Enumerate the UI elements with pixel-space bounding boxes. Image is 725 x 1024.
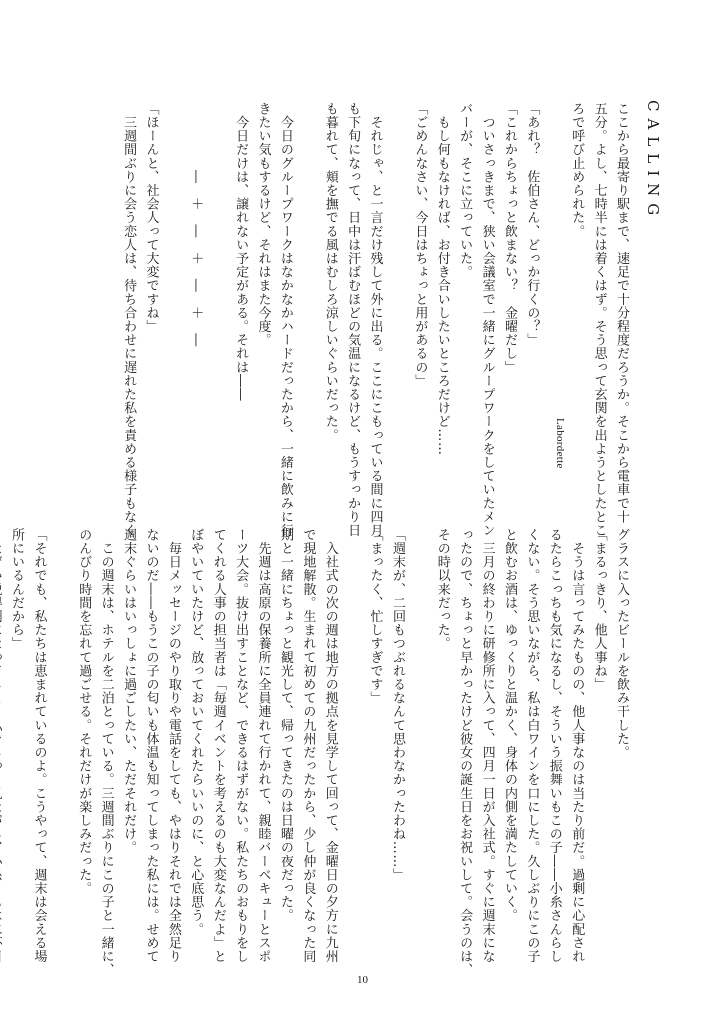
text-line xyxy=(161,102,183,502)
text-line: ― ＋ ― ＋ ― ＋ ― xyxy=(188,102,204,347)
text-line: 入社式の次の週は地方の拠点を見学して回って、金曜日の夕方に九州 xyxy=(322,528,338,964)
text-line: 「ほーんと、社会人って大変ですね」 xyxy=(143,102,159,334)
text-line xyxy=(206,102,228,502)
text-line: 先週は高原の保養所に全員連れて行かれて、親睦バーベキューとスポ xyxy=(255,528,271,964)
text-line: ないのだ――もうこの子の匂いも体温も知ってしまった私には。せめて xyxy=(143,528,159,964)
text-line: この週末は、ホテルを二泊とっている。三週間ぶりにこの子と一緒に、 xyxy=(98,528,114,977)
text-line: それじゃ、と一言だけ残して外に出る。ここにこもっている間に四月 xyxy=(367,102,383,538)
text-line: 今日だけは、譲れない予定がある。それは―― xyxy=(233,102,249,402)
text-line: ついさっきまで、狭い会議室で一緒にグループワークをしていたメン xyxy=(479,102,495,538)
text-line: 「まったく、忙しすぎです」 xyxy=(367,528,383,705)
upper-text-block xyxy=(117,102,632,538)
lower-text-block xyxy=(0,528,632,977)
text-line: 三週間ぶりに会う恋人は、待ち合わせに遅れた私を責める様子もなく xyxy=(121,102,137,538)
text-line: ここから最寄り駅まで、速足で十分程度だろうか。そこから電車で十 xyxy=(614,102,629,524)
text-line: も下旬になって、日中は汗ばむほどの気温になるけど、もうすっかり日 xyxy=(345,102,361,538)
text-line: てくれる人事の担当者は「毎週イベントを考えるのも大変なんだよ」と xyxy=(210,528,226,964)
text-line: と飲むお酒は、ゆっくりと温かく、身体の内側を満たしていく。 xyxy=(501,528,517,923)
text-line: 三月の終わりに研修所に入って、四月一日が入社式。すぐに週末にな xyxy=(479,528,495,964)
text-line: 「ごめんなさい、今日はちょっと用があるの」 xyxy=(412,102,428,388)
text-line xyxy=(296,102,318,502)
text-line: 「あれ？ 佐伯さん、どっか行くの？」 xyxy=(524,102,540,347)
text-line: そうは言ってみたものの、他人事なのは当たり前だ。過剰に心配され xyxy=(569,528,585,964)
text-line: くない。そう思いながら、私は白ワインを口にした。久しぶりにこの子 xyxy=(524,528,540,964)
text-line: ーツ大会。抜け出すことなど、できるはずがない。私たちのおもりをし xyxy=(233,528,249,964)
page-number: 10 xyxy=(357,974,368,986)
story-title: CALLING xyxy=(644,100,662,223)
text-line xyxy=(0,528,5,938)
text-line: もし何もなければ、お付き合いしたいところだけど…… xyxy=(434,102,450,456)
text-line: ろで呼び止められた。 xyxy=(569,102,585,238)
text-line: きたい気もするけど、それはまた今度。 xyxy=(255,102,271,347)
text-line: 今日のグループワークはなかなかハードだったから、一緒に飲みに行 xyxy=(277,102,293,538)
text-line: のんびり時間を忘れて過ごせる。それだけが楽しみだった。 xyxy=(76,528,92,896)
text-line xyxy=(49,528,71,938)
text-line xyxy=(386,102,408,502)
text-line: 期と一緒にちょっと観光して、帰ってきたのは日曜の夜だった。 xyxy=(277,528,293,923)
text-line xyxy=(341,528,363,938)
text-line: も暮れて、頬を撫でる風はむしろ涼しいぐらいだった。 xyxy=(322,102,338,442)
text-line: 毎日メッセージのやり取りや電話をしても、やはりそれでは全然足り xyxy=(165,528,181,964)
text-line: で現地解散。生まれて初めての九州だったから、少し仲が良くなった同 xyxy=(300,528,316,964)
text-line: るたらこっちも気になるし、そういう振舞いもこの子――小糸さんらし xyxy=(546,528,562,964)
text-line: 「まるっきり、他人事ね」 xyxy=(591,528,607,692)
text-line: 「それでも、私たちは恵まれているのよ。こうやって、週末は会える場 xyxy=(31,528,47,964)
text-line: ぼやいていたけど、放っておいてくれたらいいのに、と心底思う。 xyxy=(188,528,204,936)
text-line: ったので、ちょっと早かったけど彼女の誕生日をお祝いして。会うのは、 xyxy=(457,528,473,977)
text-line: その時以来だった。 xyxy=(434,528,450,651)
text-line xyxy=(408,528,430,938)
text-line: グラスに入ったビールを飲み干した。 xyxy=(614,528,629,760)
text-line xyxy=(542,102,567,502)
text-line: 所にいるんだから」 xyxy=(9,528,25,651)
text-line: 「これからちょっと飲まない？ 金曜だし」 xyxy=(501,102,517,374)
author-name: Labordette xyxy=(554,418,567,469)
text-line: バーが、そこに立っていた。 xyxy=(457,102,473,279)
text-line: 五分。よし、七時半には着くはず。そう思って玄関を出ようとしたとこ xyxy=(591,102,607,538)
text-line: 「週末が、二回もつぶれるなんて思わなかったわね……」 xyxy=(389,528,405,882)
text-line: 週末ぐらいはいっしょに過ごしたい、ただそれだけ。 xyxy=(121,528,137,855)
